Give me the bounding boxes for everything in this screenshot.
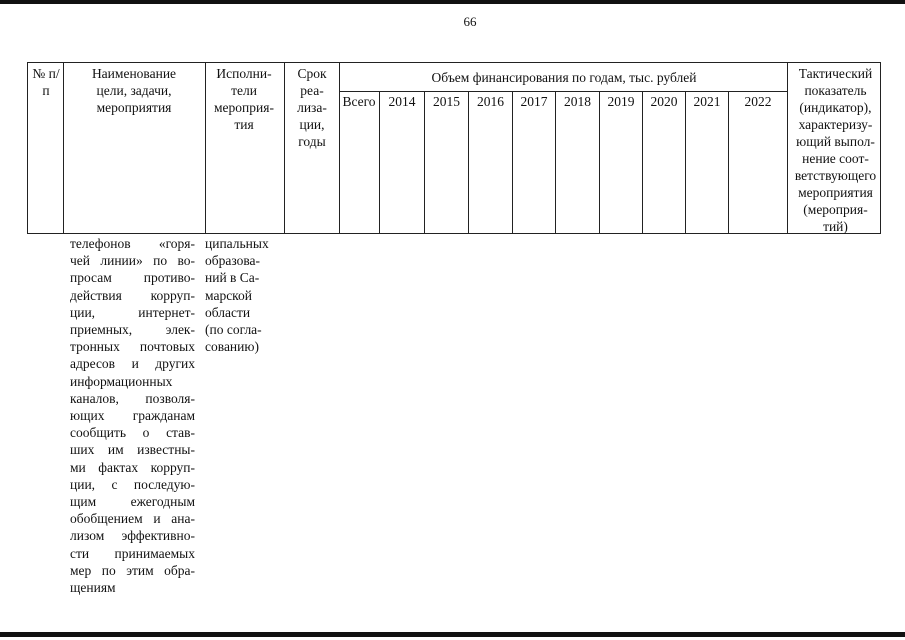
header-year: 2014 (388, 94, 416, 109)
measure-name-cell (70, 235, 195, 596)
header-funding: Объем финансирования по годам, тыс. рублей (431, 70, 697, 85)
text-line: мер по этим обра- (70, 562, 195, 578)
header-indicator: Тактический показатель (индикатор), характеризу- ющий выпол- нение соот- ветствующего мероприятия (мероприя- тий) (794, 66, 877, 234)
page-number: 66 (463, 14, 477, 29)
text-line: обобщением и ана- (70, 511, 195, 527)
header-year: 2018 (564, 94, 591, 109)
text-line: сообщить о став- (70, 425, 195, 441)
text-line: ципальных (205, 236, 269, 251)
year-divider (468, 91, 469, 233)
year-divider (728, 91, 729, 233)
column-divider (787, 63, 788, 233)
column-divider (205, 63, 206, 233)
text-line: просам противо- (70, 270, 195, 286)
executor-cell (205, 235, 280, 355)
text-line: сти принимаемых (70, 545, 195, 561)
header-term: Срок реа- лиза- ции, годы (297, 66, 327, 149)
header-year: 2021 (693, 94, 721, 109)
funding-divider (339, 91, 788, 92)
year-divider (642, 91, 643, 233)
header-total: Всего (342, 94, 376, 109)
year-divider (512, 91, 513, 233)
text-line: (по согла- (205, 322, 262, 338)
text-line: сованию) (205, 339, 259, 355)
text-line: ции, с последую- (70, 476, 195, 492)
header-year: 2020 (650, 94, 678, 109)
text-line: тронных почтовых (70, 339, 195, 355)
header-year: 2015 (433, 94, 460, 109)
text-line: области (205, 304, 251, 320)
header-year: 2022 (744, 94, 772, 109)
top-rule (0, 0, 905, 4)
text-line: телефонов «горя- (70, 236, 195, 251)
text-line: марской (205, 287, 253, 303)
text-line: ми фактах корруп- (70, 459, 195, 475)
year-divider (685, 91, 686, 233)
text-line: лизом эффективно- (70, 528, 195, 544)
text-line: каналов, позволя- (70, 390, 195, 406)
text-line: адресов и других (70, 356, 195, 372)
text-line: действия корруп- (70, 287, 195, 303)
text-line: щениям (70, 580, 116, 596)
text-line: чей линии» по во- (70, 253, 195, 269)
header-num: № п/п (32, 66, 60, 98)
header-name: Наименование цели, задачи, мероприятия (91, 66, 177, 115)
year-divider (379, 91, 380, 233)
year-divider (424, 91, 425, 233)
year-divider (599, 91, 600, 233)
header-executor: Исполни- тели мероприя- тия (214, 66, 274, 132)
table-header (27, 62, 881, 234)
header-year: 2019 (607, 94, 635, 109)
column-divider (284, 63, 285, 233)
column-divider (63, 63, 64, 233)
text-line: ний в Са- (205, 270, 260, 286)
year-divider (555, 91, 556, 233)
header-year: 2016 (477, 94, 504, 109)
text-line: информационных (70, 373, 173, 389)
text-line: ции, интернет- (70, 304, 195, 320)
text-line: приемных, элек- (70, 322, 195, 338)
text-line: образова- (205, 253, 261, 269)
text-line: ющих гражданам (70, 408, 195, 424)
column-divider (339, 63, 340, 233)
bottom-rule (0, 632, 905, 637)
header-year: 2017 (520, 94, 548, 109)
text-line: ших им известны- (70, 442, 195, 458)
text-line: щим ежегодным (70, 494, 195, 510)
